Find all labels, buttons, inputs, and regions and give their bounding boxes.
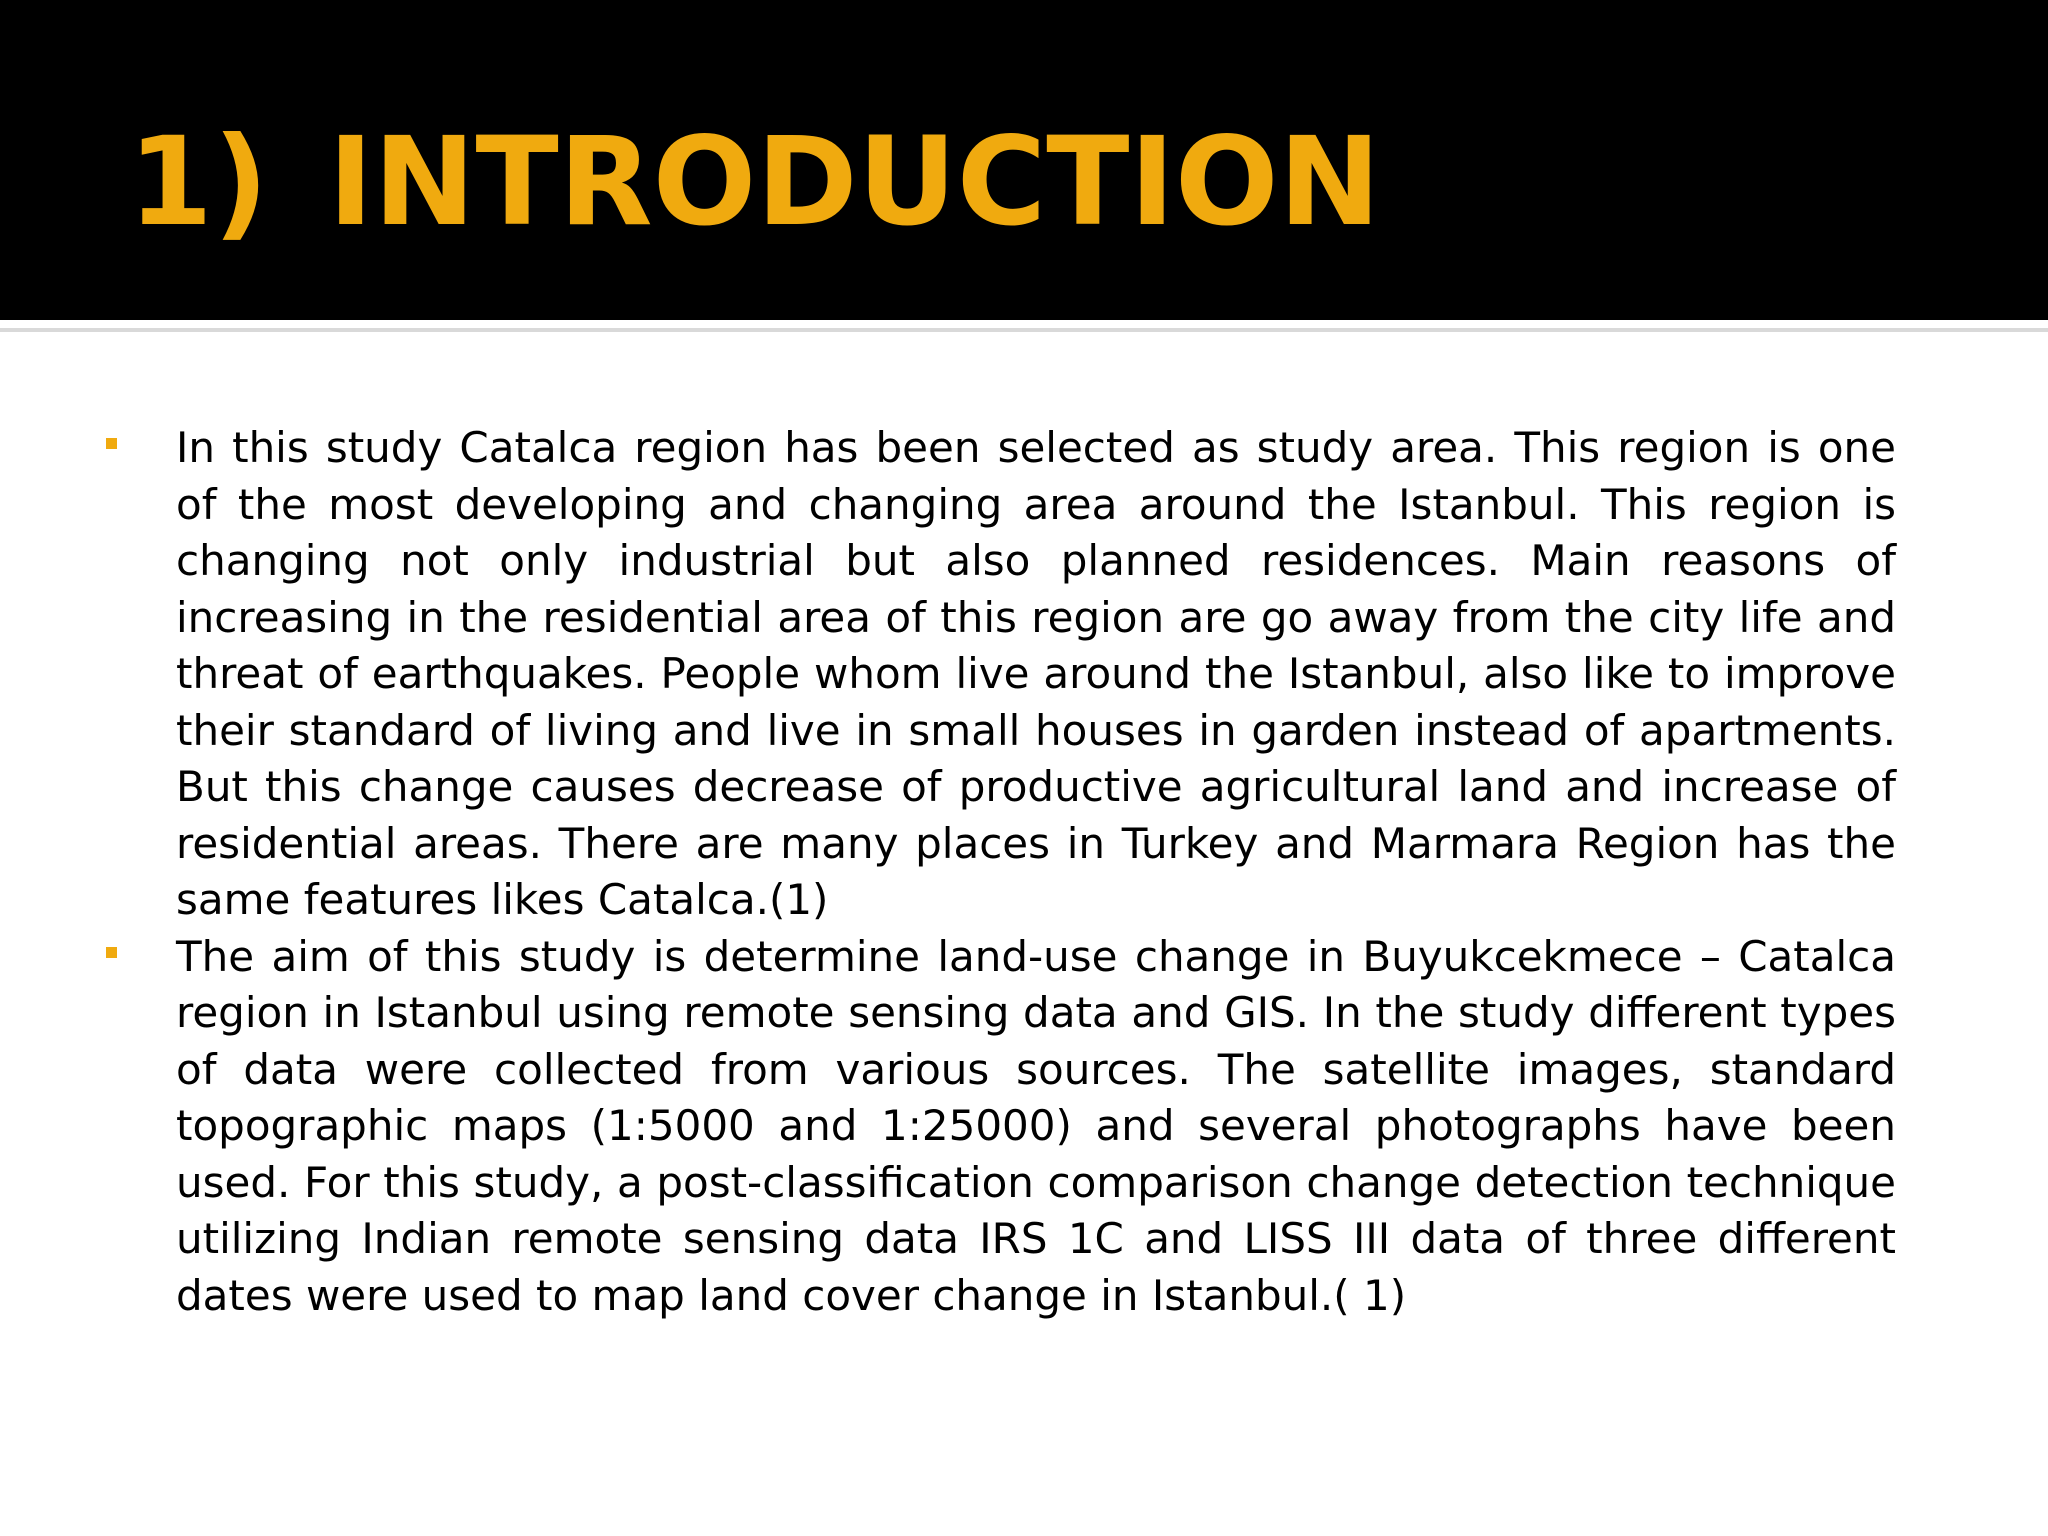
square-bullet-icon xyxy=(106,947,117,958)
bullet-item xyxy=(96,929,1896,1325)
slide-title xyxy=(128,102,1381,262)
bullet-text: The aim of this study is determine land-use change in Buyukcekmece – Catalca region in Istanbul using remote sensing data and GIS. In the study different types of data were collected from various sources. The satellite images, standard topographic maps (1:5000 and 1:25000) and several photographs have been used. For this study, a post-classification comparison change detection technique utilizing Indian remote sensing data IRS 1C and LISS III data of three different dates were used to map land cover change in Istanbul.( 1) xyxy=(176,931,1896,1320)
square-bullet-icon xyxy=(106,438,117,449)
slide-body xyxy=(96,420,1896,1324)
title-bar-divider xyxy=(0,328,2048,332)
bullet-text: In this study Catalca region has been selected as study area. This region is one of the most developing and changing area around the Istanbul. This region is changing not only industrial but also planned residences. Main reasons of increasing in the residential area of this region are go away from the city life and threat of earthquakes. People whom live around the Istanbul, also like to improve their standard of living and live in small houses in garden instead of apartments. But this change causes decrease of productive agricultural land and increase of residential areas. There are many places in Turkey and Marmara Region has the same features likes Catalca.(1) xyxy=(176,423,1896,924)
slide-title-text: INTRODUCTION xyxy=(328,111,1381,253)
bullet-item xyxy=(96,420,1896,929)
slide-title-number: 1) xyxy=(128,111,269,253)
